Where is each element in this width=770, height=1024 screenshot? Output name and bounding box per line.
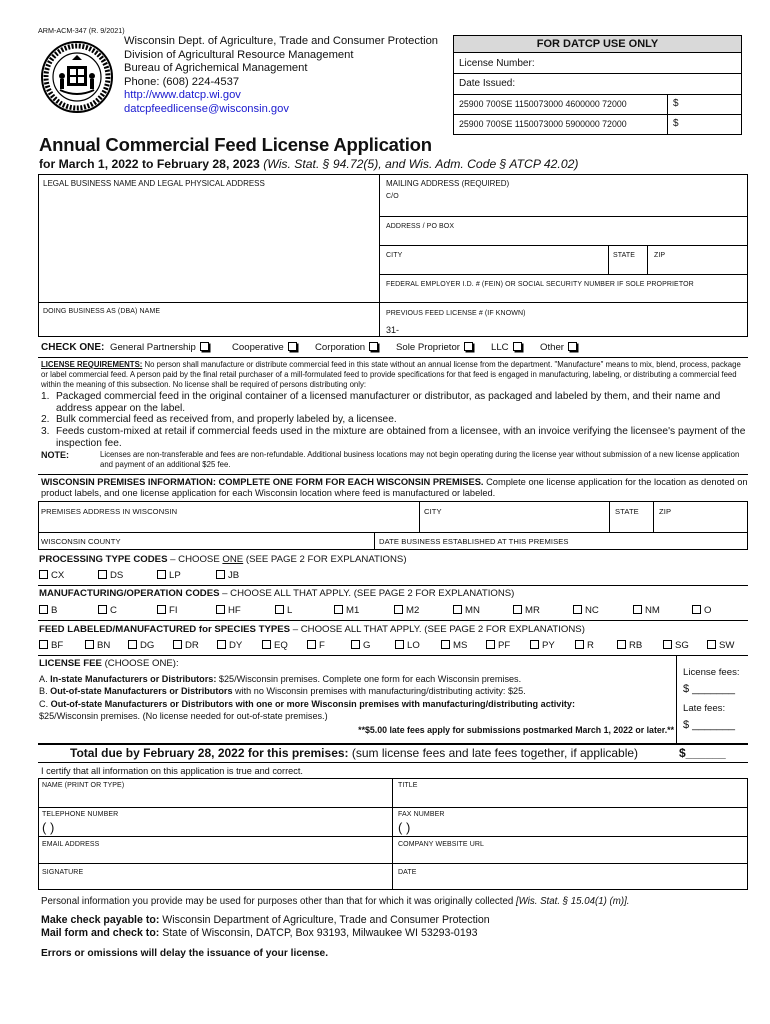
fein-label: FEDERAL EMPLOYER I.D. # (FEIN) OR SOCIAL SECURITY NUMBER IF SOLE PROPRIETOR: [386, 281, 694, 288]
species-code-f[interactable]: F: [307, 640, 325, 651]
license-fees-label: License fees:: [683, 667, 740, 678]
species-code-dg[interactable]: DG: [128, 640, 154, 651]
dba-field[interactable]: [40, 318, 377, 336]
fee-option-c-rest: $25/Wisconsin premises. (No license needed for out-of-state premises.): [39, 711, 328, 722]
processing-heading: PROCESSING TYPE CODES – CHOOSE ONE (SEE PAGE 2 FOR EXPLANATIONS): [39, 554, 407, 565]
mfg-code-mn[interactable]: MN: [453, 605, 480, 616]
checkbox[interactable]: [307, 640, 316, 649]
license-requirements-text: LICENSE REQUIREMENTS: No person shall manufacture or distribute commercial feed in this state without an annual license from the department. "Manufacture" means to mix, blend, process, package or label commercial feed. A person paid by the final retail purchaser of a mill-formulated feed to provide specifications for that feed is engaged in manufacturing, labeling, or distributing a commercial feed within the meaning of this subsection. No license shall be required of persons distributing only:: [41, 360, 741, 390]
dba-label: DOING BUSINESS AS (DBA) NAME: [43, 308, 161, 315]
exemption-1: Packaged commercial feed in the original container of a licensed manufacturer or distributor, as packaged and labeled by them, and their name and address appear on the label.: [56, 391, 721, 414]
subtitle-citation: (Wis. Stat. § 94.72(5), and Wis. Adm. Code § ATCP 42.02): [263, 157, 579, 171]
email-label: EMAIL ADDRESS: [42, 841, 100, 848]
checkbox[interactable]: [441, 640, 450, 649]
fee-code-2-dollar: $: [673, 118, 679, 129]
previous-license-field[interactable]: [400, 322, 746, 336]
signature-label: SIGNATURE: [42, 869, 84, 876]
checkbox[interactable]: [288, 342, 297, 351]
telephone-label: TELEPHONE NUMBER: [42, 811, 119, 818]
fee-option-b: B. Out-of-state Manufacturers or Distributors with no Wisconsin premises with manufacturing/distributing activity: $25.: [39, 686, 526, 697]
mfg-code-nc[interactable]: NC: [573, 605, 599, 616]
species-code-bn[interactable]: BN: [85, 640, 110, 651]
exemption-3: Feeds custom-mixed at retail if commercial feeds used in the mixture are obtained from a licensee, with an invoice verifying the licensee's payment of the inspection fee.: [56, 426, 746, 449]
checkbox[interactable]: [157, 570, 166, 579]
note-label: NOTE:: [41, 450, 69, 460]
agency-phone: Phone: (608) 224-4537: [124, 75, 240, 88]
payment-instructions: [41, 914, 490, 941]
license-fee-options: [39, 673, 674, 736]
processing-code-lp[interactable]: LP: [157, 570, 181, 581]
mfg-code-c[interactable]: C: [98, 605, 117, 616]
check-one-label: CHECK ONE:: [41, 342, 105, 353]
care-of-label: C/O: [386, 193, 399, 200]
fein-field[interactable]: [381, 290, 746, 302]
mfg-code-fi[interactable]: FI: [157, 605, 178, 616]
legal-name-label: LEGAL BUSINESS NAME AND LEGAL PHYSICAL ADDRESS: [43, 179, 265, 188]
checkbox[interactable]: [85, 640, 94, 649]
datcp-header: FOR DATCP USE ONLY: [453, 35, 742, 53]
premises-address-field[interactable]: [40, 517, 418, 531]
mfg-code-m1[interactable]: M1: [334, 605, 359, 616]
species-code-eq[interactable]: EQ: [262, 640, 288, 651]
checkbox[interactable]: [216, 570, 225, 579]
agency-bureau: Bureau of Agrichemical Management: [124, 62, 308, 75]
city-label: CITY: [386, 252, 403, 259]
telephone-field[interactable]: ( ): [42, 820, 55, 835]
checkbox[interactable]: [453, 605, 462, 614]
checkbox[interactable]: [334, 605, 343, 614]
checkbox[interactable]: [157, 605, 166, 614]
mfg-code-b[interactable]: B: [39, 605, 57, 616]
checkbox[interactable]: [568, 342, 577, 351]
legal-name-field[interactable]: [40, 190, 377, 302]
check-one-row: [41, 342, 104, 353]
species-code-lo[interactable]: LO: [395, 640, 420, 651]
state-field[interactable]: [609, 260, 646, 274]
processing-code-cx[interactable]: CX: [39, 570, 64, 581]
website-field[interactable]: [394, 850, 746, 863]
checkbox[interactable]: [575, 640, 584, 649]
certify-statement: I certify that all information on this application is true and correct.: [41, 766, 303, 776]
date-label: DATE: [398, 869, 417, 876]
name-label: NAME (PRINT OR TYPE): [42, 782, 125, 789]
premises-state-label: STATE: [615, 507, 639, 516]
errors-warning: Errors or omissions will delay the issuance of your license.: [41, 948, 329, 959]
checkbox[interactable]: [98, 570, 107, 579]
name-field[interactable]: [40, 791, 390, 807]
late-fees-label: Late fees:: [683, 703, 726, 714]
zip-field[interactable]: [648, 260, 746, 274]
mfg-code-mr[interactable]: MR: [513, 605, 540, 616]
species-code-py[interactable]: PY: [530, 640, 555, 651]
agency-division: Division of Agricultural Resource Management: [124, 48, 354, 61]
checkbox[interactable]: [275, 605, 284, 614]
option-sole-proprietor[interactable]: Sole Proprietor: [396, 342, 473, 353]
mfg-code-l[interactable]: L: [275, 605, 292, 616]
checkbox[interactable]: [200, 342, 209, 351]
wisconsin-seal-icon: [40, 40, 114, 114]
checkbox[interactable]: [530, 640, 539, 649]
checkbox[interactable]: [262, 640, 271, 649]
agency-email-link[interactable]: datcpfeedlicense@wisconsin.gov: [124, 102, 289, 115]
previous-license-label: PREVIOUS FEED LICENSE # (IF KNOWN): [386, 310, 526, 317]
checkbox[interactable]: [217, 640, 226, 649]
address-po-box-label: ADDRESS / PO BOX: [386, 223, 455, 230]
checkbox[interactable]: [707, 640, 716, 649]
form-id: ARM-ACM-347 (R. 9/2021): [38, 26, 125, 35]
premises-address-label: PREMISES ADDRESS IN WISCONSIN: [41, 507, 178, 516]
manufacturing-heading: MANUFACTURING/OPERATION CODES – CHOOSE ALL THAT APPLY. (SEE PAGE 2 FOR EXPLANATIONS): [39, 588, 515, 599]
requirements-heading: LICENSE REQUIREMENTS:: [41, 360, 143, 369]
mfg-code-hf[interactable]: HF: [216, 605, 241, 616]
checkbox[interactable]: [513, 342, 522, 351]
fee-code-1: 25900 700SE 1150073000 4600000 72000: [459, 99, 627, 109]
late-fees-field[interactable]: $ _______: [683, 719, 735, 731]
species-code-bf[interactable]: BF: [39, 640, 63, 651]
checkbox[interactable]: [663, 640, 672, 649]
care-of-field[interactable]: [381, 200, 746, 216]
mfg-code-m2[interactable]: M2: [394, 605, 419, 616]
exemption-2: Bulk commercial feed as received from, and properly labeled by, a licensee.: [56, 414, 397, 426]
processing-code-ds[interactable]: DS: [98, 570, 123, 581]
check-payable-row: Make check payable to: Wisconsin Department of Agriculture, Trade and Consumer Protection: [41, 914, 490, 926]
species-code-pf[interactable]: PF: [486, 640, 510, 651]
fee-code-2: 25900 700SE 1150073000 5900000 72000: [459, 119, 627, 129]
zip-label: ZIP: [654, 252, 666, 259]
license-fee-heading: LICENSE FEE (CHOOSE ONE):: [39, 658, 179, 669]
license-number-label: License Number:: [459, 58, 535, 69]
species-code-dy[interactable]: DY: [217, 640, 242, 651]
subtitle-dates: for March 1, 2022 to February 28, 2023: [39, 157, 260, 171]
privacy-notice: Personal information you provide may be used for purposes other than that for which it was originally collected [Wis. Stat. § 15.04(1) (m)].: [41, 896, 630, 907]
fee-code-1-dollar: $: [673, 98, 679, 109]
date-issued-label: Date Issued:: [459, 78, 516, 89]
exemption-list: 1. Packaged commercial feed in the original container of a licensed manufacturer or distributor, as packaged and labeled by them, and their name and address appear on the label. 2. Bulk commercial feed as received from, and properly labeled by, a licensee. 3. Feeds custom-mixed at retail if commercial feeds used in the mixture are obtained from a licensee, with an invoice verifying the licensee's payment of the inspection fee.: [41, 391, 749, 450]
total-due-label: Total due by February 28, 2022 for this premises:: [70, 746, 349, 760]
fee-option-a: A. In-state Manufacturers or Distributors: $25/Wisconsin premises. Complete one form for each Wisconsin premises.: [39, 674, 522, 684]
mail-form-row: Mail form and check to: State of Wisconsin, DATCP, Box 93193, Milwaukee WI 53293-0193: [41, 927, 478, 940]
checkbox[interactable]: [369, 342, 378, 351]
checkbox[interactable]: [173, 640, 182, 649]
page-title: Annual Commercial Feed License Application: [39, 134, 432, 155]
mfg-code-nm[interactable]: NM: [633, 605, 660, 616]
total-due-field[interactable]: $______: [679, 746, 726, 760]
page-subtitle: [39, 157, 578, 171]
note-text: Licenses are non-transferable and fees are non-refundable. Additional business locations may not begin operating during the license year without submission of a new license application and payment of an additional $25 fee.: [100, 450, 740, 470]
county-label: WISCONSIN COUNTY: [41, 537, 121, 546]
address-po-box-field[interactable]: [381, 231, 746, 245]
checkbox[interactable]: [39, 640, 48, 649]
checkbox[interactable]: [39, 570, 48, 579]
checkbox[interactable]: [128, 640, 137, 649]
premises-city-field[interactable]: [420, 517, 608, 531]
previous-license-prefix: 31-: [386, 325, 400, 335]
city-field[interactable]: [381, 260, 607, 274]
option-other[interactable]: Other: [540, 342, 577, 353]
option-corporation[interactable]: Corporation: [315, 342, 378, 353]
license-fees-field[interactable]: $ _______: [683, 683, 735, 695]
premises-state-field[interactable]: [610, 517, 652, 531]
premises-zip-field[interactable]: [654, 517, 746, 531]
option-general-partnership[interactable]: General Partnership: [110, 342, 209, 353]
fee-option-c: C. Out-of-state Manufacturers or Distributors with one or more Wisconsin premises with manufacturing/distributing activity:: [39, 698, 576, 709]
premises-zip-label: ZIP: [659, 507, 672, 516]
species-code-sg[interactable]: SG: [663, 640, 689, 651]
checkbox[interactable]: [98, 605, 107, 614]
website-label: COMPANY WEBSITE URL: [398, 841, 485, 848]
checkbox[interactable]: [351, 640, 360, 649]
checkbox[interactable]: [486, 640, 495, 649]
checkbox[interactable]: [573, 605, 582, 614]
date-established-label: DATE BUSINESS ESTABLISHED AT THIS PREMISES: [379, 537, 569, 546]
checkbox[interactable]: [394, 605, 403, 614]
processing-code-jb[interactable]: JB: [216, 570, 239, 581]
checkbox[interactable]: [216, 605, 225, 614]
date-field[interactable]: [394, 877, 746, 889]
species-code-sw[interactable]: SW: [707, 640, 734, 651]
mailing-address-label: MAILING ADDRESS (REQUIRED): [386, 179, 510, 188]
checkbox[interactable]: [633, 605, 642, 614]
county-field[interactable]: [120, 534, 372, 549]
checkbox[interactable]: [464, 342, 473, 351]
signature-field[interactable]: [40, 877, 390, 889]
checkbox[interactable]: [692, 605, 701, 614]
checkbox[interactable]: [395, 640, 404, 649]
title-label: TITLE: [398, 782, 418, 789]
option-cooperative[interactable]: Cooperative: [232, 342, 297, 353]
species-code-g[interactable]: G: [351, 640, 370, 651]
email-field[interactable]: [40, 850, 390, 863]
species-code-ms[interactable]: MS: [441, 640, 467, 651]
option-llc[interactable]: LLC: [491, 342, 522, 353]
agency-url-link[interactable]: http://www.datcp.wi.gov: [124, 89, 241, 102]
checkbox[interactable]: [617, 640, 626, 649]
late-fee-note: **$5.00 late fees apply for submissions postmarked March 1, 2022 or later.**: [358, 724, 674, 735]
total-due-row: Total due by February 28, 2022 for this premises: (sum license fees and late fees together, if applicable): [70, 746, 639, 760]
species-code-rb[interactable]: RB: [617, 640, 642, 651]
fax-label: FAX NUMBER: [398, 811, 445, 818]
state-label: STATE: [613, 252, 636, 259]
species-code-r[interactable]: R: [575, 640, 594, 651]
fax-field[interactable]: ( ): [398, 820, 411, 835]
agency-dept: Wisconsin Dept. of Agriculture, Trade and Consumer Protection: [124, 35, 439, 47]
premises-city-label: CITY: [424, 507, 442, 516]
mfg-code-o[interactable]: O: [692, 605, 711, 616]
checkbox[interactable]: [513, 605, 522, 614]
premises-heading: WISCONSIN PREMISES INFORMATION: COMPLETE ONE FORM FOR EACH WISCONSIN PREMISES. Complete one license application for the location as denoted on product labels, and one license application for each Wisconsin location where feed is manufactured or labeled.: [41, 477, 748, 499]
title-field[interactable]: [394, 791, 746, 807]
date-established-field[interactable]: [600, 534, 746, 549]
species-heading: FEED LABELED/MANUFACTURED for SPECIES TYPES – CHOOSE ALL THAT APPLY. (SEE PAGE 2 FOR EXPLANATIONS): [39, 624, 585, 635]
species-code-dr[interactable]: DR: [173, 640, 199, 651]
checkbox[interactable]: [39, 605, 48, 614]
